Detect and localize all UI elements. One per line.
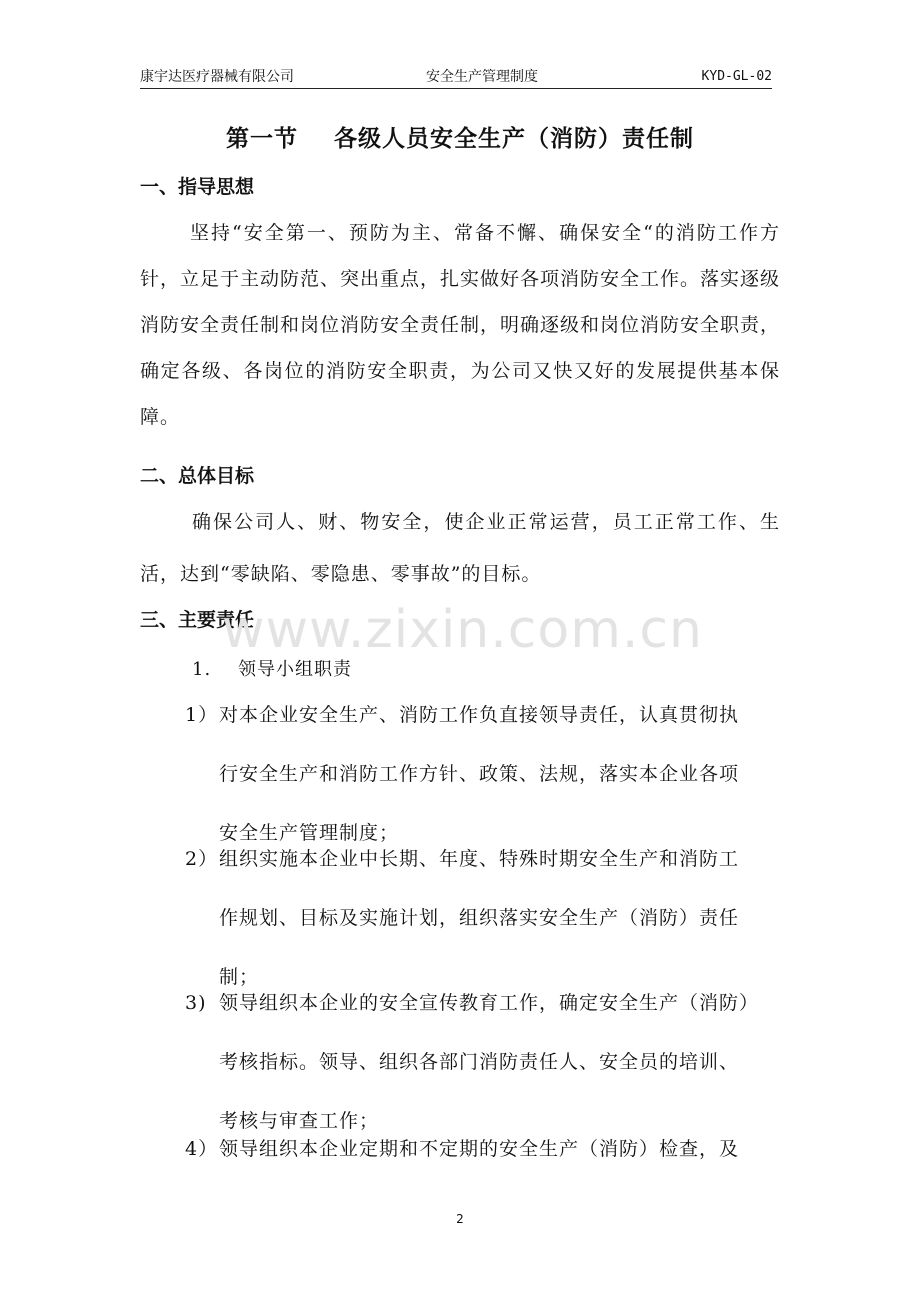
duty-item-number: 4） [185, 1138, 219, 1160]
paragraph-guiding: 坚持“安全第一、预防为主、常备不懈、确保安全“的消防工作方针，立足于主动防范、突出重点，扎实做好各项消防安全工作。落实逐级消防安全责任制和岗位消防安全责任制，明确逐级和岗位消防安全职责，确定各级、各岗位的消防安全职责，为公司又快又好的发展提供基本保障。 [140, 222, 781, 428]
section-title [0, 120, 920, 153]
heading-guiding: 一、指导思想 [140, 176, 255, 198]
duty-item-line: 制； [219, 966, 260, 988]
subsection-leadership [192, 655, 352, 681]
header-doc-title: 安全生产管理制度 [426, 69, 538, 85]
duty-item-number: 2） [185, 848, 219, 870]
header-company: 康宇达医疗器械有限公司 [140, 69, 294, 85]
duty-item-line: 领导组织本企业定期和不定期的安全生产（消防）检查，及 [219, 1138, 740, 1160]
subsection-number: 1. [192, 659, 212, 680]
duty-item-4 [185, 1120, 781, 1179]
subsection-title: 领导小组职责 [238, 659, 352, 680]
duty-item-line: 对本企业安全生产、消防工作负直接领导责任，认真贯彻执 [219, 704, 740, 726]
duty-item-number: 3) [185, 992, 207, 1014]
header-rule [140, 88, 772, 89]
duty-item-line: 安全生产管理制度； [219, 822, 400, 844]
duty-item-line: 组织实施本企业中长期、年度、特殊时期安全生产和消防工 [219, 848, 740, 870]
duty-item-number: 1） [185, 704, 219, 726]
duty-item-line: 领导组织本企业的安全宣传教育工作，确定安全生产（消防） [219, 992, 760, 1014]
section-number: 第一节 [226, 126, 298, 152]
page-number: 2 [456, 1212, 464, 1226]
duty-item-line: 作规划、目标及实施计划，组织落实安全生产（消防）责任 [219, 907, 740, 929]
page-header [140, 68, 772, 90]
duty-item-line: 行安全生产和消防工作方针、政策、法规，落实本企业各项 [219, 763, 740, 785]
heading-goal: 二、总体目标 [140, 465, 255, 487]
section-name: 各级人员安全生产（消防）责任制 [334, 126, 694, 152]
header-doc-code: KYD-GL-02 [701, 69, 772, 84]
watermark: www.zixin.com.cn [222, 600, 703, 660]
paragraph-goal: 确保公司人、财、物安全，使企业正常运营，员工正常工作、生活，达到“零缺陷、零隐患、零事故”的目标。 [140, 511, 780, 585]
duty-item-line: 考核与审查工作； [219, 1110, 380, 1132]
duty-item-line: 考核指标。领导、组织各部门消防责任人、安全员的培训、 [219, 1051, 740, 1073]
heading-duties: 三、主要责任 [140, 609, 255, 631]
